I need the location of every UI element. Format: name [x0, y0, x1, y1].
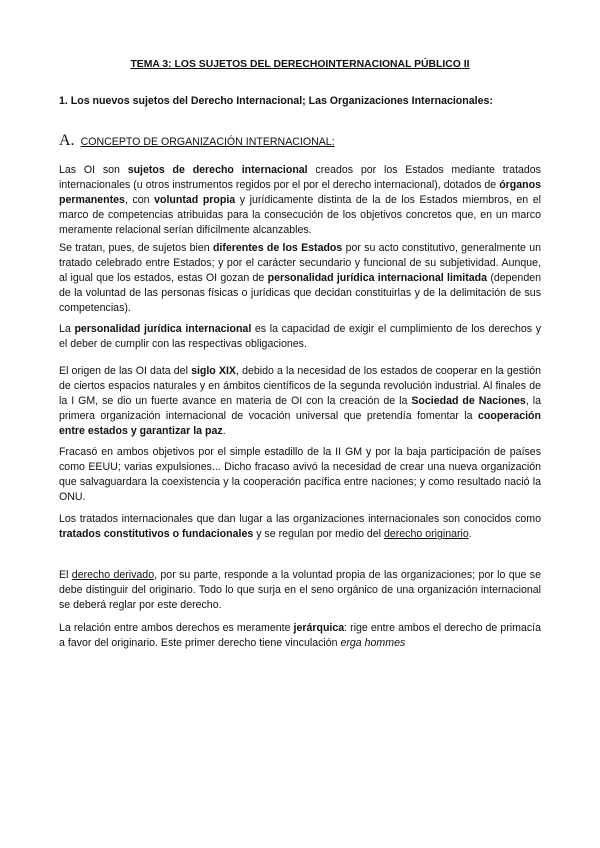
p6-text-a: Los tratados internacionales que dan lugar a las organizaciones internacionales son conocidos como [59, 513, 541, 525]
p6-bold-b: tratados constitutivos o fundacionales [59, 528, 254, 540]
p1-text-g: y jurídicamente distinta de la de los Estados miembros, en el marco de competencias atribuidas para la consecución de los objetivos concretos que, en un marco meramente relacional serían difícilmente alcanzables. [59, 194, 541, 236]
p3-bold-b: personalidad jurídica internacional [74, 323, 252, 335]
p3-text-a: La [59, 323, 75, 335]
p1-text-a: Las OI son [59, 164, 128, 176]
subsection-label: CONCEPTO DE ORGANIZACIÓN INTERNACIONAL: [80, 136, 335, 148]
p4-bold-d: Sociedad de Naciones [411, 395, 526, 407]
p1-bold-f: voluntad propia [154, 194, 236, 206]
paragraph-7 [59, 568, 541, 613]
p6-text-e: . [468, 528, 472, 540]
p8-bold-b: jerárquica [293, 622, 345, 634]
paragraph-4 [59, 364, 541, 439]
p1-text-c: creados por los Estados mediante tratados internacionales (u otros instrumentos regidos por el por el derecho internacional), dotados de [59, 164, 541, 191]
page-title: TEMA 3: LOS SUJETOS DEL DERECHOINTERNACIONAL PÚBLICO II [130, 59, 470, 70]
subsection-heading [59, 133, 541, 150]
p7-text-c: , por su parte, responde a la voluntad propia de las organizaciones; por lo que se debe distinguir del originario. Todo lo que surja en el seno orgánico de una organización internacional se deberá reglar por este derecho. [59, 569, 541, 611]
p4-text-e: , la primera organización internacional de vocación universal que pretendía fomentar la [59, 395, 541, 422]
paragraph-2 [59, 241, 541, 316]
p2-text-c: por su acto constitutivo, generalmente un tratado celebrado entre Estados; y por el carácter secundario y funcional de su subjetividad. Aunque, al igual que los estados, estas OI gozan de [59, 242, 541, 284]
p4-text-g: . [222, 425, 226, 437]
p4-bold-f: cooperación entre estados y garantizar la paz [59, 410, 541, 437]
paragraph-1 [59, 163, 541, 238]
p2-text-a: Se tratan, pues, de sujetos bien [59, 242, 213, 254]
p2-bold-b: diferentes de los Estados [212, 242, 343, 254]
p3-text-c: es la capacidad de exigir el cumplimiento de los derechos y el deber de cumplir con las respectivas obligaciones. [59, 323, 541, 350]
p4-text-c: , debido a la necesidad de los estados de cooperar en la gestión de ciertos espacios naturales y en ámbitos científicos de la segunda revolución industrial. Al finales de la I GM, se dio un fuerte avance en materia de OI con la creación de la [59, 365, 541, 407]
p6-underline-d: derecho originario [383, 528, 469, 540]
p7-text-a: El [59, 569, 72, 581]
p4-text-a: El origen de las OI data del [59, 365, 192, 377]
paragraph-3 [59, 322, 541, 352]
paragraph-8 [59, 621, 541, 651]
p8-italic-d: erga hommes [340, 637, 406, 649]
paragraph-6 [59, 512, 541, 542]
p8-text-a: La relación entre ambos derechos es meramente [59, 622, 294, 634]
p1-text-e: , con [124, 194, 155, 206]
p2-bold-d: personalidad jurídica internacional limitada [267, 272, 488, 284]
section-heading: 1. Los nuevos sujetos del Derecho Internacional; Las Organizaciones Internacionales: [59, 95, 493, 107]
p2-text-e: (dependen de la voluntad de las personas físicas o jurídicas que decidan constituirlas y de la delimitación de sus competencias). [59, 272, 541, 314]
paragraph-5: Fracasó en ambos objetivos por el simple estadillo de la II GM y por la baja participación de países como EEUU; varias expulsiones... Dicho fracaso avivó la necesidad de crear una nueva organización que salvaguardara la coexistencia y la cooperación pacífica entre naciones; y como resultado nació la ONU. [59, 446, 541, 503]
p7-underline-b: derecho derivado [71, 569, 155, 581]
subsection-letter: A. [59, 132, 75, 149]
p8-text-c: : rige entre ambos el derecho de primacía a favor del originario. Este primer derecho tiene vinculación [59, 622, 541, 649]
p6-text-c: y se regulan por medio del [253, 528, 384, 540]
p1-bold-b: sujetos de derecho internacional [127, 164, 308, 176]
p4-bold-b: siglo XIX [191, 365, 236, 377]
p1-bold-d: órganos permanentes [59, 179, 541, 206]
